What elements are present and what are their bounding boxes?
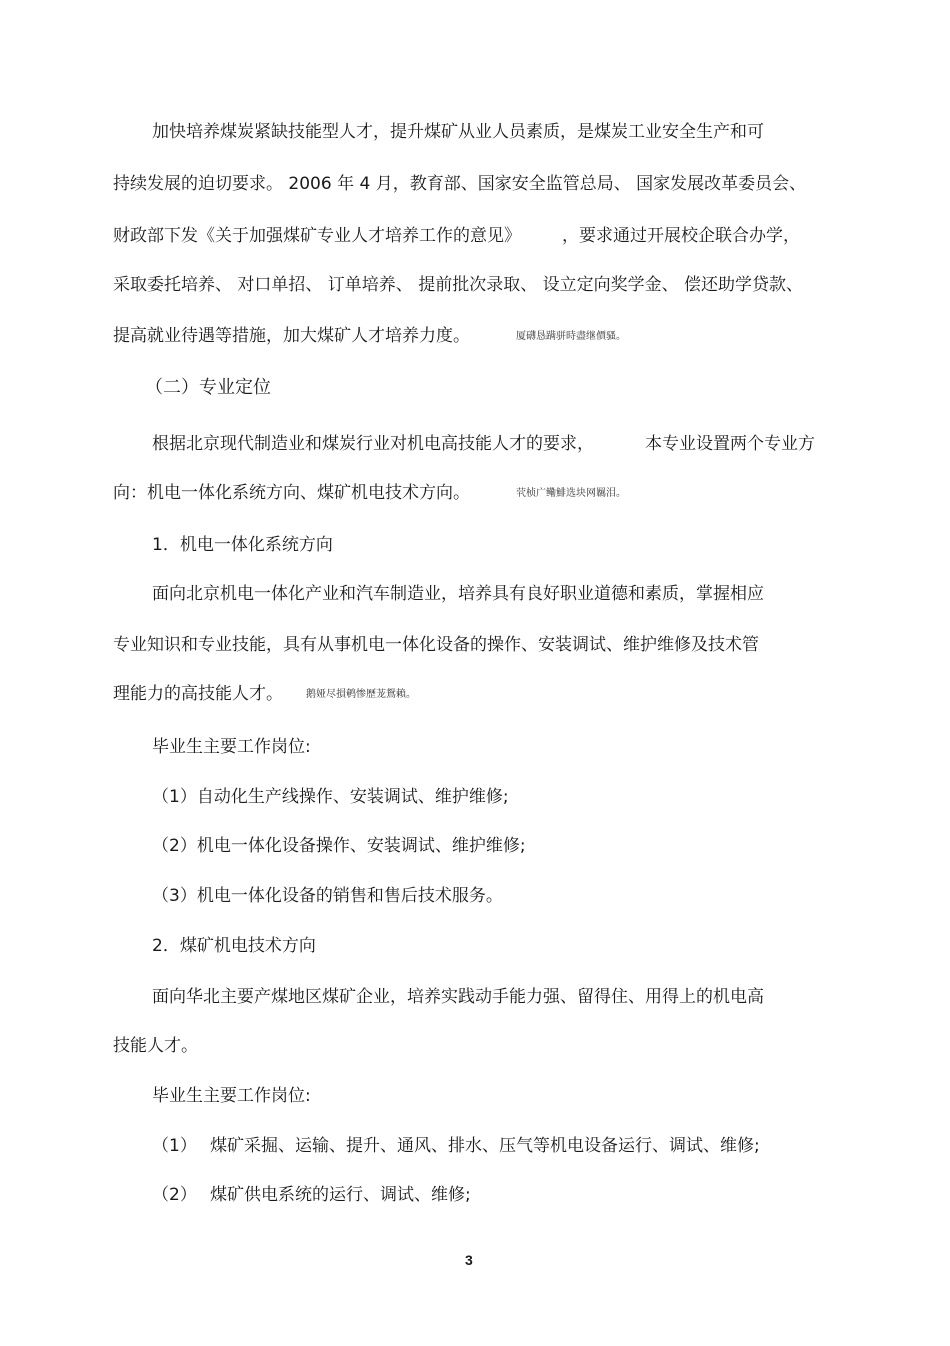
para1-garbled-text: 厦礴恳蹒骈時盡继價骚。 xyxy=(516,331,626,342)
para1-line5: 提高就业待遇等措施，加大煤矿人才培养力度。 xyxy=(113,326,470,346)
sub2-job-item-text: 煤矿供电系统的运行、调试、维修; xyxy=(210,1185,471,1205)
para1-line4: 采取委托培养、 对口单招、 订单培养、 提前批次录取、 设立定向奖学金、 偿还助学贷款、 xyxy=(113,275,804,295)
sub1-job-item: （3）机电一体化设备的销售和售后技术服务。 xyxy=(152,886,503,906)
sub2-para-line1: 面向华北主要产煤地区煤矿企业，培养实践动手能力强、留得住、用得上的机电高 xyxy=(152,987,764,1007)
sub1-job-item: （1）自动化生产线操作、安装调试、维护维修; xyxy=(152,787,509,807)
sub2-para-line2: 技能人才。 xyxy=(113,1036,198,1056)
para2-line2: 向：机电一体化系统方向、煤矿机电技术方向。 xyxy=(113,483,470,503)
sub1-para-line2: 专业知识和专业技能，具有从事机电一体化设备的操作、安装调试、维护维修及技术管 xyxy=(113,635,759,655)
sub1-para-line1: 面向北京机电一体化产业和汽车制造业，培养具有良好职业道德和素质，掌握相应 xyxy=(152,584,764,604)
sub1-heading: 1．机电一体化系统方向 xyxy=(152,535,333,555)
para1-line1: 加快培养煤炭紧缺技能型人才，提升煤矿从业人员素质，是煤炭工业安全生产和可 xyxy=(152,122,764,142)
sub1-garbled-text: 鹅娅尽損鹌惨歷茏鴛賴。 xyxy=(306,689,416,700)
page-number: 3 xyxy=(465,1252,473,1268)
para1-line3a: 财政部下发《关于加强煤矿专业人才培养工作的意见》 xyxy=(113,226,521,246)
para2-line1a: 根据北京现代制造业和煤炭行业对机电高技能人才的要求， xyxy=(152,434,594,454)
para1-line2: 持续发展的迫切要求。 2006 年 4 月，教育部、国家安全监管总局、 国家发展改革委员会、 xyxy=(113,174,807,194)
sub1-jobs-label: 毕业生主要工作岗位: xyxy=(152,737,311,757)
para1-line3b: ，要求通过开展校企联合办学， xyxy=(562,226,800,246)
sub2-job-item-number: （1） xyxy=(152,1136,197,1156)
sub2-job-item-number: （2） xyxy=(152,1185,197,1205)
sub1-job-item: （2）机电一体化设备操作、安装调试、维护维修; xyxy=(152,836,526,856)
sub1-para-line3: 理能力的高技能人才。 xyxy=(113,684,283,704)
para2-garbled-text: 茕桢广鳓鯡选块网羈泪。 xyxy=(516,488,626,499)
sub2-job-item-text: 煤矿采掘、运输、提升、通风、排水、压气等机电设备运行、调试、维修; xyxy=(210,1136,760,1156)
sub2-jobs-label: 毕业生主要工作岗位: xyxy=(152,1086,311,1106)
para2-line1b: 本专业设置两个专业方 xyxy=(645,434,815,454)
sub2-heading: 2．煤矿机电技术方向 xyxy=(152,936,316,956)
section-heading: （二）专业定位 xyxy=(145,377,271,398)
